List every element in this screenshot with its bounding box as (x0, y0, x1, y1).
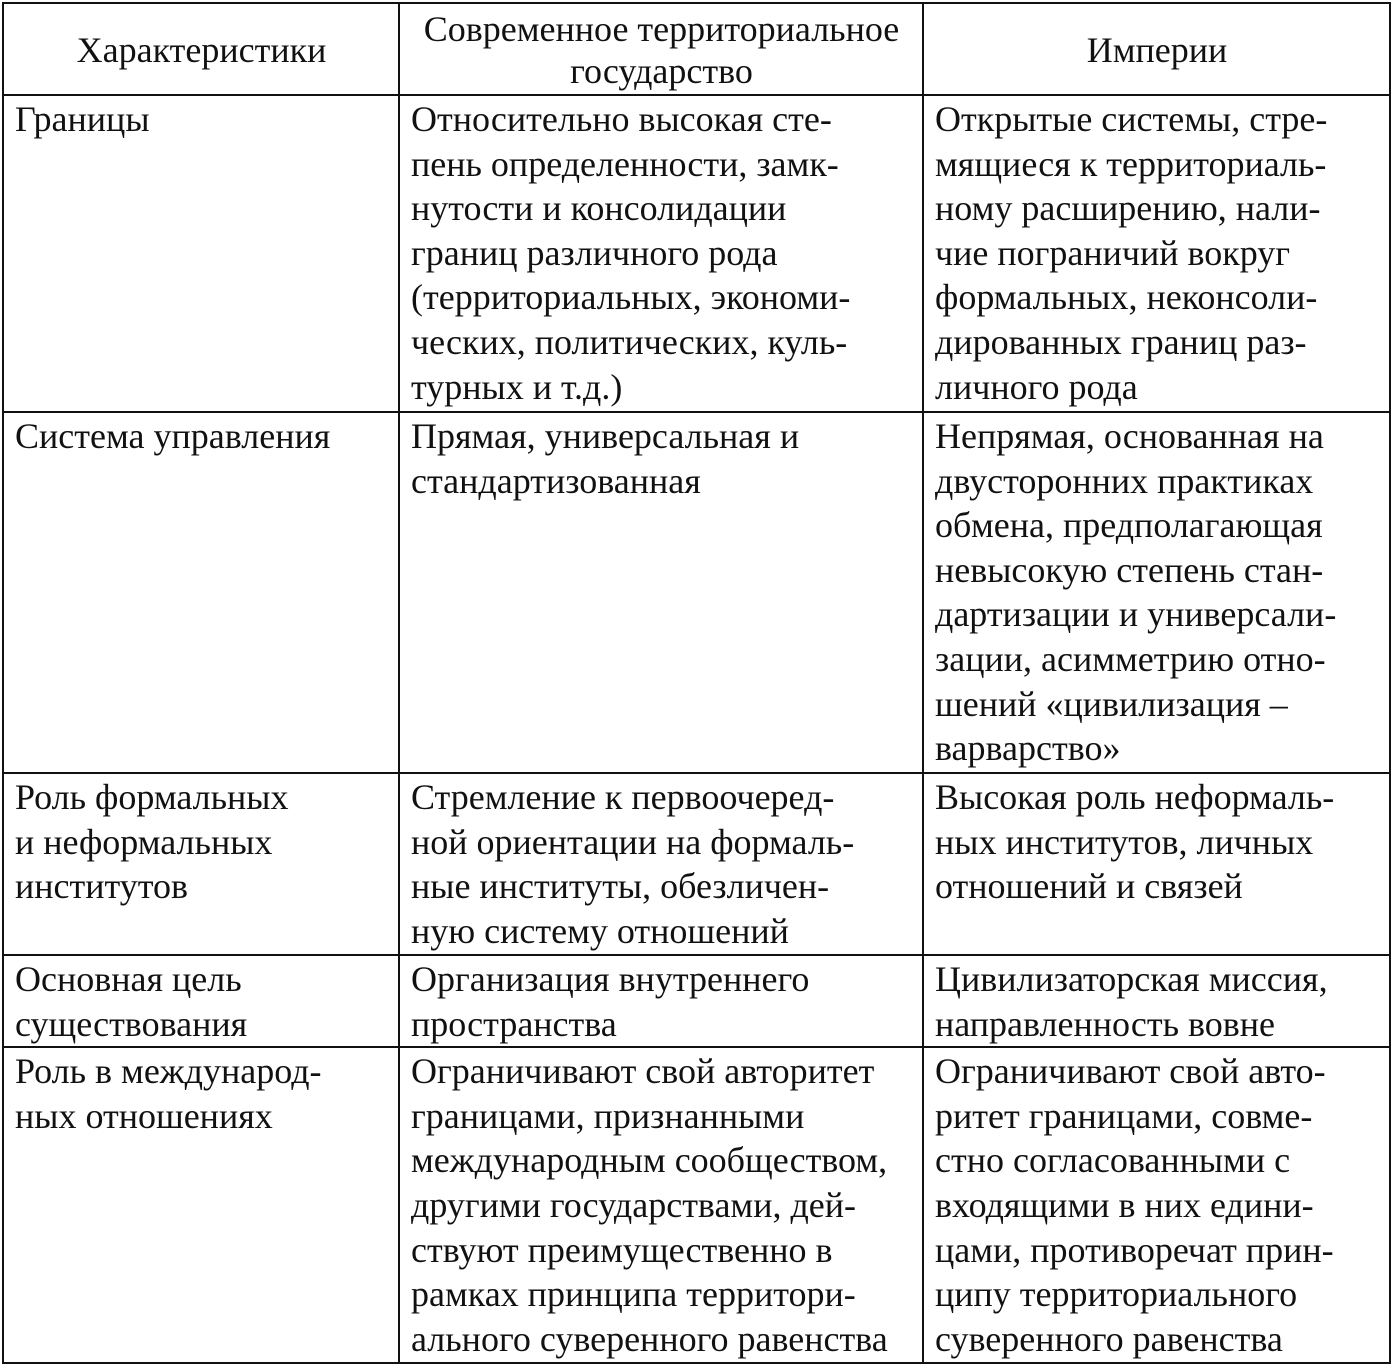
comparison-table (2, 2, 1391, 1364)
table-header-row (3, 3, 1390, 95)
cell-characteristic: Основная цель существования (3, 955, 399, 1047)
cell-territorial-state: Организация внутреннего пространства (399, 955, 923, 1047)
header-characteristics: Характеристики (3, 3, 399, 95)
cell-territorial-state: Стремление к первоочеред- ной ориентации на формаль- ные институты, обезличен- ную систему отношений (399, 773, 923, 955)
table-row (3, 773, 1390, 955)
table-row (3, 955, 1390, 1047)
header-empires: Империи (923, 3, 1390, 95)
cell-territorial-state: Ограничивают свой авторитет границами, признанными международным сообществом, другими государствами, дей- ствуют преимущественно в рамках принципа территори- ального суверенного равенства (399, 1047, 923, 1363)
cell-empires: Высокая роль неформаль- ных институтов, личных отношений и связей (923, 773, 1390, 955)
table-row (3, 412, 1390, 773)
cell-characteristic: Границы (3, 95, 399, 412)
table-row (3, 95, 1390, 412)
cell-territorial-state: Прямая, универсальная и стандартизованная (399, 412, 923, 773)
cell-territorial-state: Относительно высокая сте- пень определенности, замк- нутости и консолидации границ различного рода (территориальных, экономи- ческих, политических, куль- турных и т.д.) (399, 95, 923, 412)
table-row (3, 1047, 1390, 1363)
cell-empires: Цивилизаторская миссия, направленность вовне (923, 955, 1390, 1047)
header-territorial-state: Современное территориальное государство (399, 3, 923, 95)
cell-empires: Открытые системы, стре- мящиеся к территориаль- ному расширению, нали- чие пограничий вокруг формальных, неконсоли- дированных границ раз- личного рода (923, 95, 1390, 412)
cell-characteristic: Роль формальных и неформальных институтов (3, 773, 399, 955)
cell-empires: Непрямая, основанная на двусторонних практиках обмена, предполагающая невысокую степень стан- дартизации и универсали- зации, асимметрию отно- шений «цивилизация – варварство» (923, 412, 1390, 773)
cell-characteristic: Роль в международ- ных отношениях (3, 1047, 399, 1363)
cell-empires: Ограничивают свой авто- ритет границами, совме- стно согласованными с входящими в них едини- цами, противоречат прин- ципу территориального суверенного равенства (923, 1047, 1390, 1363)
cell-characteristic: Система управления (3, 412, 399, 773)
